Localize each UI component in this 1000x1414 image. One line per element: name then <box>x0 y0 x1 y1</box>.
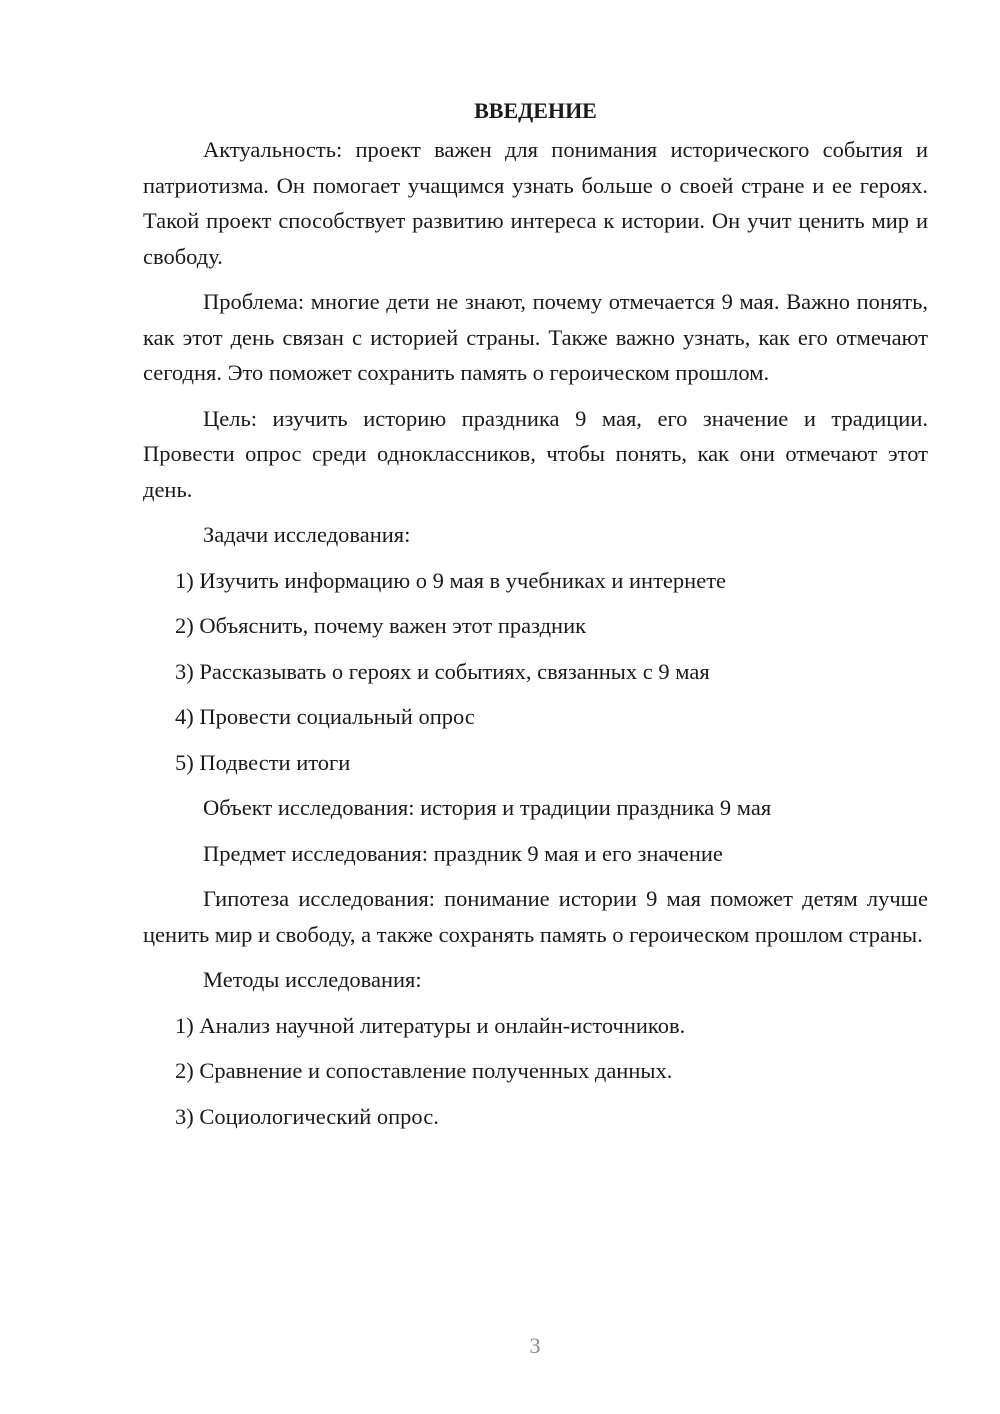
tasks-heading: Задачи исследования: <box>203 522 411 547</box>
methods-heading: Методы исследования: <box>203 967 422 992</box>
list-item: 3) Социологический опрос. <box>175 1103 439 1129</box>
page-number: 3 <box>529 1333 541 1358</box>
list-item: 1) Анализ научной литературы и онлайн-источников. <box>175 1012 686 1038</box>
hypothesis-paragraph: Гипотеза исследования: понимание истории 9 мая поможет детям лучше ценить мир и свободу, а также сохранять память о героическом прошлом страны. <box>143 886 928 947</box>
relevance-paragraph: Актуальность: проект важен для понимания исторического события и патриотизма. Он помогает учащимся узнать больше о своей стране и ее героях. Такой проект способствует развитию интереса к истории. Он учит ценить мир и свободу. <box>143 137 928 269</box>
document-page <box>143 94 928 1144</box>
list-item: 1) Изучить информацию о 9 мая в учебниках и интернете <box>175 567 727 593</box>
problem-paragraph: Проблема: многие дети не знают, почему отмечается 9 мая. Важно понять, как этот день связан с историей страны. Также важно узнать, как его отмечают сегодня. Это поможет сохранить память о героическом прошлом. <box>143 289 928 385</box>
list-item: 5) Подвести итоги <box>175 749 351 775</box>
methods-list <box>143 1008 928 1135</box>
subject-paragraph: Предмет исследования: праздник 9 мая и его значение <box>203 840 723 866</box>
list-item: 4) Провести социальный опрос <box>175 704 475 729</box>
list-item: 2) Сравнение и сопоставление полученных данных. <box>175 1058 673 1083</box>
object-paragraph: Объект исследования: история и традиции праздника 9 мая <box>203 795 772 820</box>
tasks-list <box>143 563 928 781</box>
list-item: 3) Рассказывать о героях и событиях, связанных с 9 мая <box>175 658 710 684</box>
section-title: ВВЕДЕНИЕ <box>474 98 597 123</box>
list-item: 2) Объяснить, почему важен этот праздник <box>175 613 587 638</box>
goal-paragraph: Цель: изучить историю праздника 9 мая, его значение и традиции. Провести опрос среди одноклассников, чтобы понять, как они отмечают этот день. <box>143 405 928 502</box>
